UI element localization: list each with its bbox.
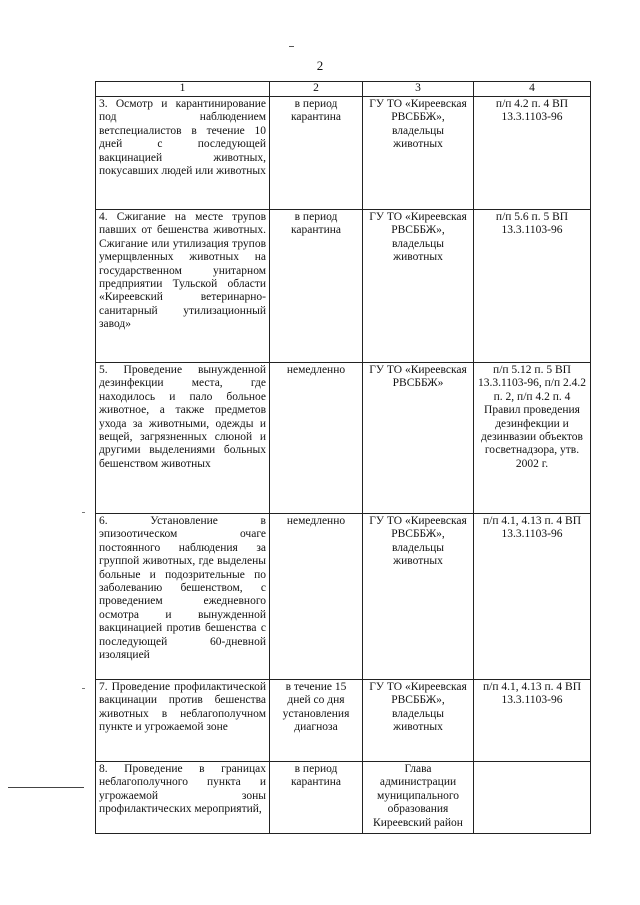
term-cell: в течение 15 дней со дня установления диагноза xyxy=(270,680,363,762)
measure-cell: 5. Проведение вынужденной дезинфекции места, где находилось и пало больное животное, а также предметов ухода за животными, одежды и вещей, загрязненных слюной и другими выделениями больных бешенством животных xyxy=(96,363,270,514)
executor-cell: ГУ ТО «Киреевская РВСББЖ» xyxy=(363,363,474,514)
term-cell: в период карантина xyxy=(270,97,363,210)
executor-cell: Глава администрации муниципального образования Киреевский район xyxy=(363,762,474,834)
measure-cell: 4. Сжигание на месте трупов павших от бешенства животных. Сжигание или утилизация трупов умерщвленных животных на государственном унитарном предприятии Тульской области «Киреевский ветеринарно-санитарный утилизационный завод» xyxy=(96,210,270,363)
basis-cell: п/п 4.1, 4.13 п. 4 ВП 13.3.1103-96 xyxy=(474,514,591,680)
table-row xyxy=(96,514,591,680)
executor-cell: ГУ ТО «Киреевская РВСББЖ», владельцы животных xyxy=(363,514,474,680)
column-header: 3 xyxy=(363,82,474,97)
basis-cell: п/п 4.1, 4.13 п. 4 ВП 13.3.1103-96 xyxy=(474,680,591,762)
table-header-row xyxy=(96,82,591,97)
table-row xyxy=(96,363,591,514)
term-cell: немедленно xyxy=(270,514,363,680)
term-cell: немедленно xyxy=(270,363,363,514)
basis-cell: п/п 5.6 п. 5 ВП 13.3.1103-96 xyxy=(474,210,591,363)
basis-cell: п/п 4.2 п. 4 ВП 13.3.1103-96 xyxy=(474,97,591,210)
page-number: 2 xyxy=(316,58,324,73)
measure-cell: 8. Проведение в границах неблагополучного пункта и угрожаемой зоны профилактических мероприятий, xyxy=(96,762,270,834)
measure-cell: 7. Проведение профилактической вакцинации против бешенства животных в неблагополучном пункте и угрожаемой зоне xyxy=(96,680,270,762)
table-row xyxy=(96,97,591,210)
basis-cell xyxy=(474,762,591,834)
table-row xyxy=(96,680,591,762)
measure-cell: 3. Осмотр и карантинирование под наблюдением ветспециалистов в течение 10 дней с последующей вакцинацией животных, покусавших людей или животных xyxy=(96,97,270,210)
scan-mark xyxy=(289,46,294,47)
executor-cell: ГУ ТО «Киреевская РВСББЖ», владельцы животных xyxy=(363,680,474,762)
margin-line xyxy=(8,787,84,788)
table-row xyxy=(96,210,591,363)
measure-cell: 6. Установление в эпизоотическом очаге постоянного наблюдения за группой животных, где выделены больные и подозрительные по заболеванию бешенством, с проведением ежедневного осмотра и вынужденной вакцинацией против бешенства с последующей 60-дневной изоляцией xyxy=(96,514,270,680)
table-row xyxy=(96,762,591,834)
scan-mark xyxy=(82,688,85,689)
measures-table xyxy=(95,81,591,834)
column-header: 1 xyxy=(96,82,270,97)
scan-mark xyxy=(82,512,85,513)
column-header: 2 xyxy=(270,82,363,97)
executor-cell: ГУ ТО «Киреевская РВСББЖ», владельцы животных xyxy=(363,210,474,363)
term-cell: в период карантина xyxy=(270,210,363,363)
column-header: 4 xyxy=(474,82,591,97)
basis-cell: п/п 5.12 п. 5 ВП 13.3.1103-96, п/п 2.4.2 п. 2, п/п 4.2 п. 4 Правил проведения дезинфекции и дезинвазии объектов госветнадзора, утв. 2002 г. xyxy=(474,363,591,514)
executor-cell: ГУ ТО «Киреевская РВСББЖ», владельцы животных xyxy=(363,97,474,210)
term-cell: в период карантина xyxy=(270,762,363,834)
